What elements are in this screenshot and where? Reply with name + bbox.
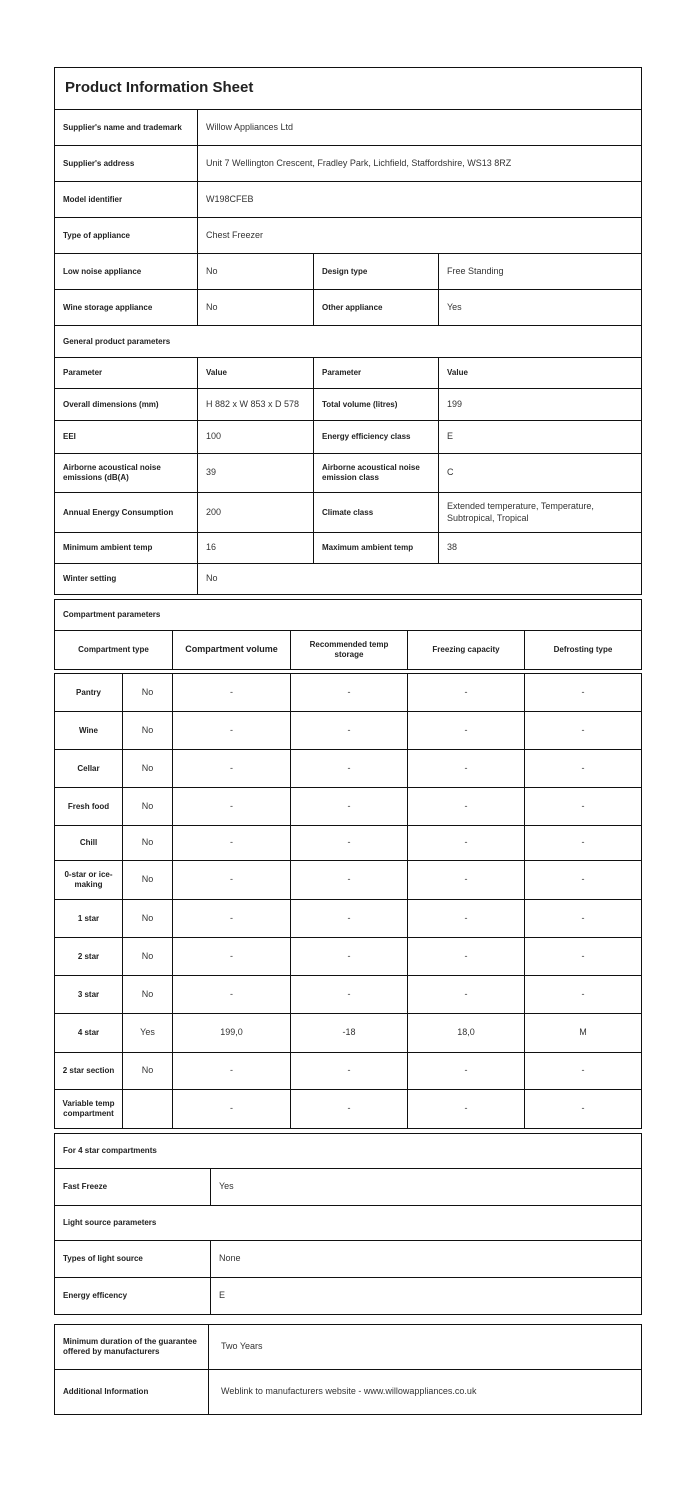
param-row-dimensions: Overall dimensions (mm) H 882 x W 853 x D 578 Total volume (litres) 199 [55, 389, 642, 421]
compartment-defrost: - [525, 1090, 642, 1129]
compartment-row [55, 750, 642, 788]
general-params-heading: General product parameters [55, 326, 642, 358]
param-header-row: Parameter Value Parameter Value [55, 358, 642, 389]
compartment-capacity: - [408, 900, 525, 938]
compartment-present: No [123, 712, 173, 750]
compartment-volume: - [173, 712, 291, 750]
compartment-name: Variable temp compartment [55, 1090, 123, 1129]
compartment-volume: - [173, 674, 291, 712]
compartment-capacity: 18,0 [408, 1014, 525, 1053]
compartment-temp: -18 [291, 1014, 408, 1053]
compartment-capacity: - [408, 750, 525, 788]
compartment-defrost: - [525, 861, 642, 900]
compartment-present: No [123, 861, 173, 900]
compartment-row [55, 1053, 642, 1090]
compartment-defrost: - [525, 976, 642, 1014]
compartment-volume: - [173, 826, 291, 861]
compartment-defrost: - [525, 712, 642, 750]
compartment-name: 2 star [55, 938, 123, 976]
compartment-present: No [123, 788, 173, 826]
compartment-volume: 199,0 [173, 1014, 291, 1053]
compartment-capacity: - [408, 674, 525, 712]
compartment-capacity: - [408, 788, 525, 826]
compartment-temp: - [291, 1053, 408, 1090]
compartment-capacity: - [408, 938, 525, 976]
additional-info-row: Additional Information Weblink to manufacturers website - www.willowappliances.co.uk [55, 1370, 642, 1415]
compartment-row [55, 861, 642, 900]
four-star-table [54, 1133, 642, 1315]
compartment-defrost: - [525, 938, 642, 976]
param-row-ambient-temp: Minimum ambient temp 16 Maximum ambient temp 38 [55, 533, 642, 564]
compartment-name: 2 star section [55, 1053, 123, 1090]
fast-freeze-row: Fast Freeze Yes [55, 1169, 642, 1206]
compartment-header-row: Compartment type Compartment volume Recommended temp storage Freezing capacity Defrosting type [55, 631, 642, 670]
compartment-present [123, 1090, 173, 1129]
compartment-temp: - [291, 674, 408, 712]
compartment-volume: - [173, 861, 291, 900]
four-star-heading: For 4 star compartments [55, 1134, 642, 1169]
compartment-present: No [123, 826, 173, 861]
compartment-capacity: - [408, 1090, 525, 1129]
compartment-temp: - [291, 861, 408, 900]
compartment-volume: - [173, 750, 291, 788]
compartment-table [54, 599, 642, 1129]
compartment-name: Wine [55, 712, 123, 750]
compartment-temp: - [291, 712, 408, 750]
compartment-row [55, 938, 642, 976]
compartment-present: No [123, 750, 173, 788]
compartment-volume: - [173, 1090, 291, 1129]
compartment-temp: - [291, 900, 408, 938]
guarantee-table [54, 1324, 642, 1415]
compartment-name: Fresh food [55, 788, 123, 826]
compartment-present: No [123, 938, 173, 976]
compartment-row [55, 976, 642, 1014]
compartment-temp: - [291, 938, 408, 976]
param-row-energy-climate: Annual Energy Consumption 200 Climate class Extended temperature, Temperature, Subtropical, Tropical [55, 493, 642, 533]
compartment-name: Cellar [55, 750, 123, 788]
param-row-winter-setting: Winter setting No [55, 564, 642, 595]
info-row-model-identifier: Model identifier W198CFEB [55, 182, 642, 218]
compartment-defrost: - [525, 788, 642, 826]
compartment-capacity: - [408, 712, 525, 750]
compartment-volume: - [173, 1053, 291, 1090]
compartment-name: 0-star or ice-making [55, 861, 123, 900]
compartment-temp: - [291, 1090, 408, 1129]
compartment-heading: Compartment parameters [55, 600, 642, 631]
info-row-supplier-address: Supplier's address Unit 7 Wellington Crescent, Fradley Park, Lichfield, Staffordshire, WS13 8RZ [55, 146, 642, 182]
compartment-temp: - [291, 976, 408, 1014]
compartment-name: 3 star [55, 976, 123, 1014]
compartment-row [55, 826, 642, 861]
compartment-temp: - [291, 826, 408, 861]
compartment-row [55, 1014, 642, 1053]
compartment-capacity: - [408, 861, 525, 900]
compartment-defrost: - [525, 826, 642, 861]
compartment-defrost: - [525, 1053, 642, 1090]
compartment-present: No [123, 900, 173, 938]
info-row-noise-design: Low noise appliance No Design type Free Standing [55, 254, 642, 290]
compartment-row [55, 900, 642, 938]
compartment-present: No [123, 1053, 173, 1090]
compartment-row [55, 788, 642, 826]
compartment-row [55, 1090, 642, 1129]
compartment-defrost: M [525, 1014, 642, 1053]
info-row-appliance-type: Type of appliance Chest Freezer [55, 218, 642, 254]
light-efficiency-row: Energy efficency E [55, 1278, 642, 1315]
compartment-defrost: - [525, 900, 642, 938]
compartment-capacity: - [408, 1053, 525, 1090]
compartment-name: Pantry [55, 674, 123, 712]
compartment-present: No [123, 976, 173, 1014]
page-title: Product Information Sheet [55, 68, 642, 110]
info-row-supplier-name: Supplier's name and trademark Willow Appliances Ltd [55, 110, 642, 146]
compartment-temp: - [291, 788, 408, 826]
compartment-name: 4 star [55, 1014, 123, 1053]
compartment-temp: - [291, 750, 408, 788]
guarantee-row: Minimum duration of the guarantee offered by manufacturers Two Years [55, 1325, 642, 1370]
param-row-noise: Airborne acoustical noise emissions (dB(A) 39 Airborne acoustical noise emission class C [55, 454, 642, 493]
info-row-wine-other: Wine storage appliance No Other appliance Yes [55, 290, 642, 326]
compartment-row [55, 674, 642, 712]
light-heading: Light source parameters [55, 1206, 642, 1241]
compartment-defrost: - [525, 750, 642, 788]
compartment-present: Yes [123, 1014, 173, 1053]
compartment-name: Chill [55, 826, 123, 861]
compartment-row [55, 712, 642, 750]
compartment-capacity: - [408, 826, 525, 861]
compartment-volume: - [173, 976, 291, 1014]
compartment-volume: - [173, 788, 291, 826]
compartment-volume: - [173, 938, 291, 976]
compartment-present: No [123, 674, 173, 712]
compartment-name: 1 star [55, 900, 123, 938]
compartment-capacity: - [408, 976, 525, 1014]
param-row-eei: EEI 100 Energy efficiency class E [55, 421, 642, 454]
product-information-sheet [54, 67, 641, 1415]
general-table [54, 67, 642, 595]
light-type-row: Types of light source None [55, 1241, 642, 1278]
compartment-defrost: - [525, 674, 642, 712]
compartment-volume: - [173, 900, 291, 938]
